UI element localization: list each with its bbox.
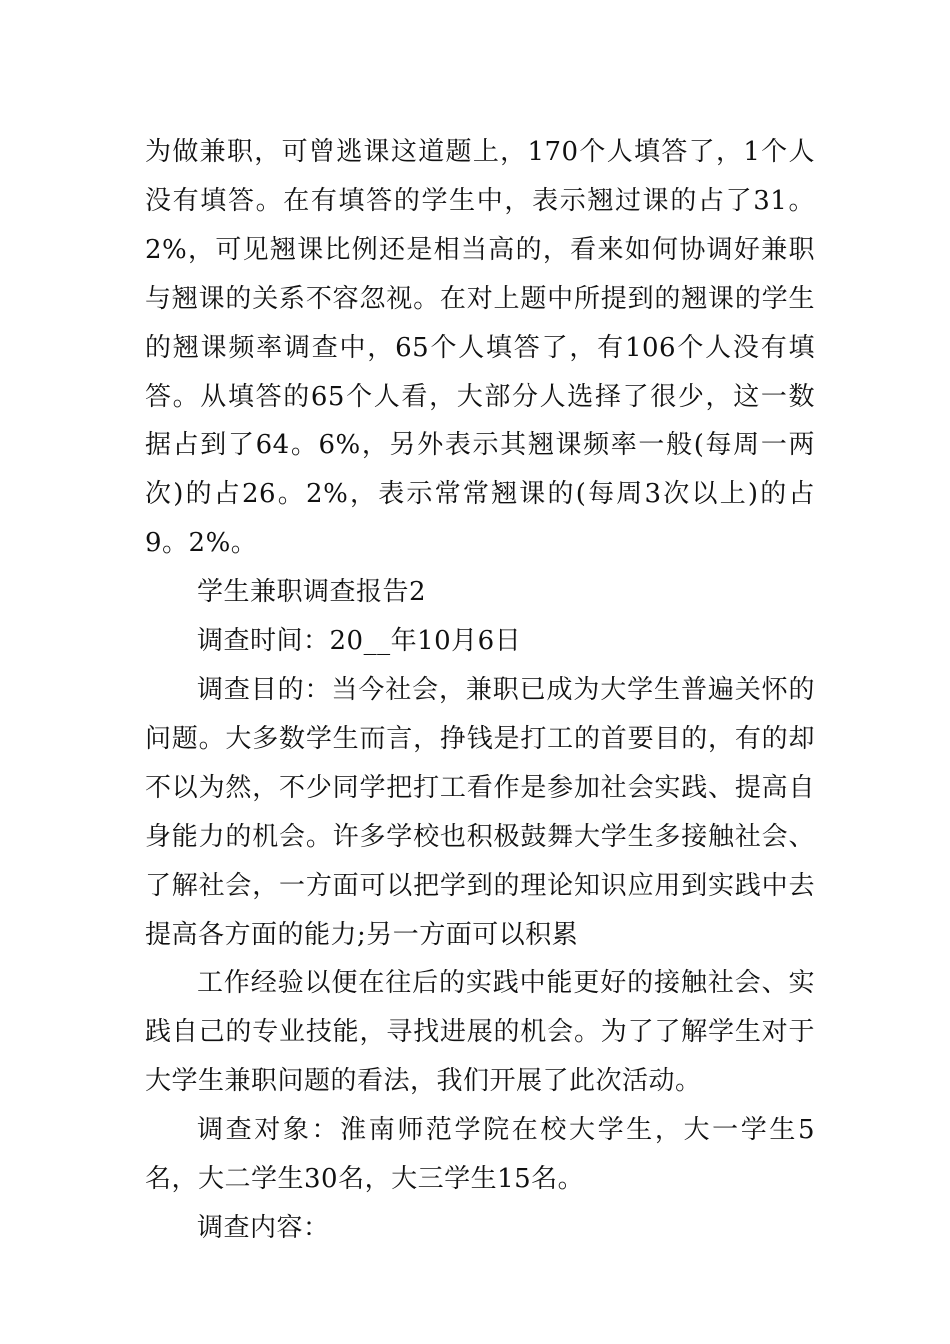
section-heading: 学生兼职调查报告2: [197, 577, 427, 608]
paragraph-survey-content: 调查内容：: [197, 1212, 330, 1243]
paragraph-survey-results: 为做兼职，可曾逃课这道题上，170个人填答了，1个人没有填答。在有填答的学生中，表示翘过课的占了31。2%，可见翘课比例还是相当高的，看来如何协调好兼职与翘课的关系不容忽视。在对上题中所提到的翘课的学生的翘课频率调查中，65个人填答了，有106个人没有填答。从填答的65个人看，大部分人选择了很少，这一数据占到了64。6%，另外表示其翘课频率一般(每周一两次)的占26。2%，表示常常翘课的(每周3次以上)的占9。2%。: [145, 137, 815, 559]
paragraph-survey-time: 调查时间：20__年10月6日: [197, 626, 522, 657]
paragraph-survey-purpose: 调查目的：当今社会，兼职已成为大学生普遍关怀的问题。大多数学生而言，挣钱是打工的首要目的，有的却不以为然，不少同学把打工看作是参加社会实践、提高自身能力的机会。许多学校也积极鼓舞大学生多接触社会、了解社会，一方面可以把学到的理论知识应用到实践中去提高各方面的能力;另一方面可以积累: [145, 674, 815, 950]
paragraph-survey-subjects: 调查对象：淮南师范学院在校大学生，大一学生5名，大二学生30名，大三学生15名。: [145, 1115, 815, 1195]
document-page: [145, 128, 815, 1253]
paragraph-work-experience: 工作经验以便在往后的实践中能更好的接触社会、实践自己的专业技能，寻找进展的机会。为了了解学生对于大学生兼职问题的看法，我们开展了此次活动。: [145, 968, 815, 1097]
